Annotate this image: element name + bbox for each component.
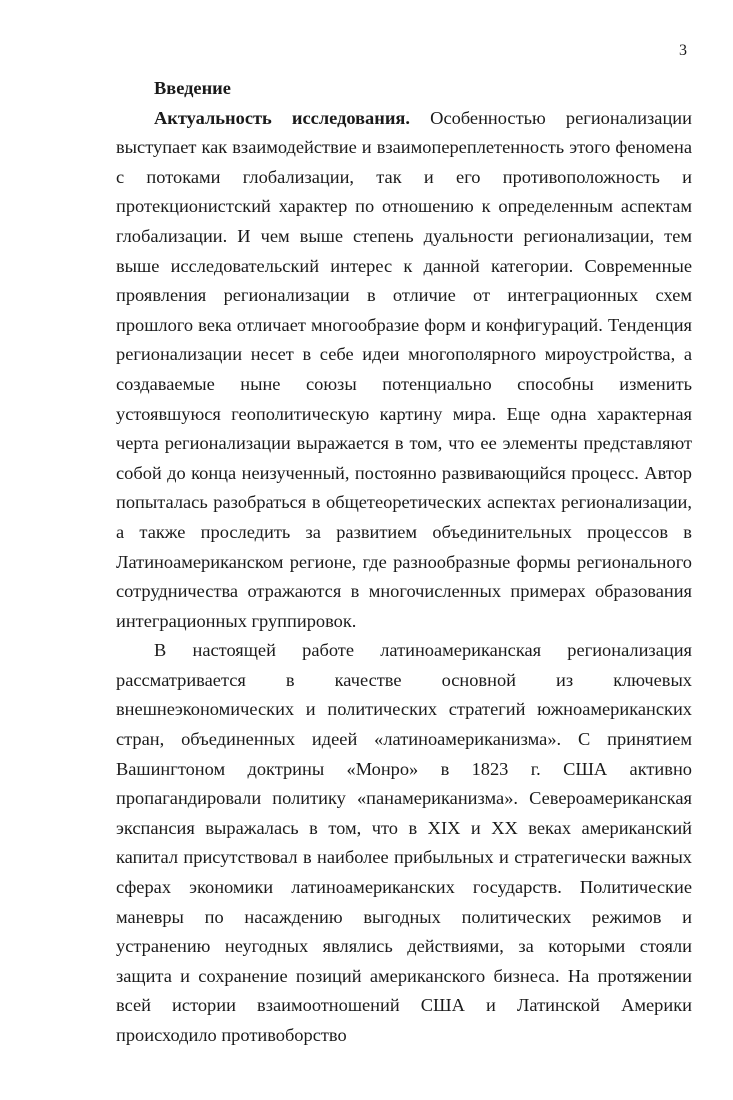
paragraph-relevance xyxy=(116,104,692,637)
paragraph-lead: Актуальность исследования. xyxy=(154,107,410,128)
document-body xyxy=(116,74,692,1051)
page-number: 3 xyxy=(679,42,687,59)
section-heading: Введение xyxy=(154,78,231,98)
paragraph-regionalization: В настоящей работе латиноамериканская регионализация рассматривается в качестве основной из ключевых внешнеэкономических и политических стратегий южноамериканских стран, объединенных идеей «латиноамериканизма». С принятием Вашингтоном доктрины «Монро» в 1823 г. США активно пропагандировали политику «панамериканизма». Североамериканская экспансия выражалась в том, что в XIX и XX веках американский капитал присутствовал в наиболее прибыльных и стратегически важных сферах экономики латиноамериканских государств. Политические маневры по насаждению выгодных политических режимов и устранению неугодных являлись действиями, за которыми стояли защита и сохранение позиций американского бизнеса. На протяжении всей истории взаимоотношений США и Латинской Америки происходило противоборство xyxy=(116,640,692,1045)
paragraph-text: Особенностью регионализации выступает как взаимодействие и взаимопереплетенность этого феномена с потоками глобализации, так и его противоположность и протекционистский характер по отношению к определенным аспектам глобализации. И чем выше степень дуальности регионализации, тем выше исследовательский интерес к данной категории. Современные проявления регионализации в отличие от интеграционных схем прошлого века отличает многообразие форм и конфигураций. Тенденция регионализации несет в себе идеи многополярного мироустройства, а создаваемые ныне союзы потенциально способны изменить устоявшуюся геополитическую картину мира. Еще одна характерная черта регионализации выражается в том, что ее элементы представляют собой до конца неизученный, постоянно развивающийся процесс. Автор попыталась разобраться в общетеоретических аспектах регионализации, а также проследить за развитием объединительных процессов в Латиноамериканском регионе, где разнообразные формы регионального сотрудничества отражаются в многочисленных примерах образования интеграционных группировок. xyxy=(116,107,692,631)
